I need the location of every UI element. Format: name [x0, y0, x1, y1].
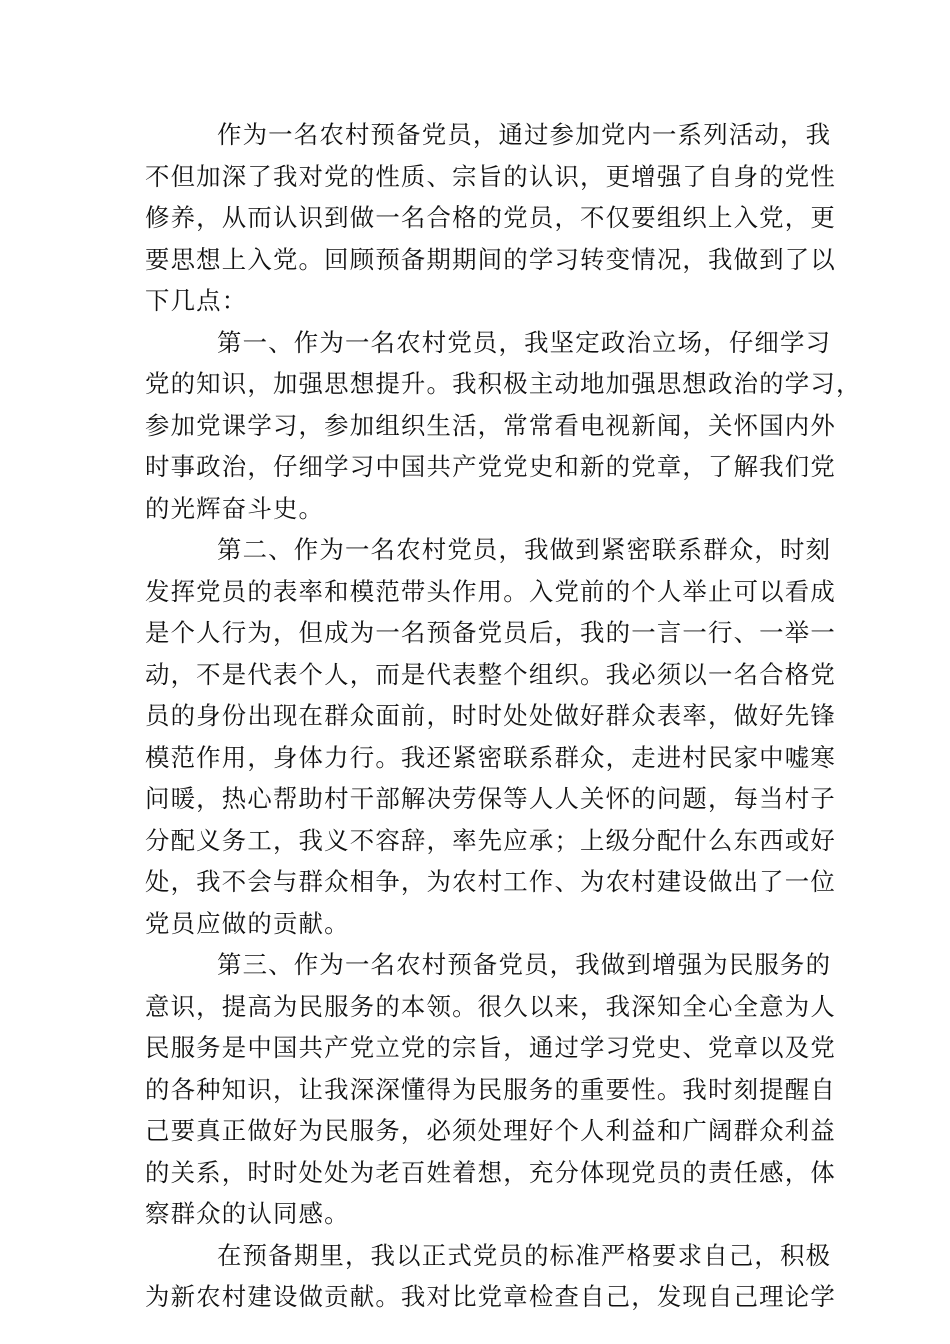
text-line: 的关系，时时处处为老百姓着想，充分体现党员的责任感，体: [145, 1157, 836, 1187]
text-line: 为新农村建设做贡献。我对比党章检查自己，发现自己理论学: [145, 1282, 836, 1311]
text-line: 下几点：: [145, 286, 248, 315]
text-line: 党员应做的贡献。: [145, 908, 350, 938]
paragraph-probation: [145, 1235, 836, 1318]
text-line: 不但加深了我对党的性质、宗旨的认识，更增强了自身的党性: [145, 161, 836, 191]
text-line: 模范作用，身体力行。我还紧密联系群众，走进村民家中嘘寒: [145, 742, 836, 772]
text-line: 要思想上入党。回顾预备期期间的学习转变情况，我做到了以: [145, 244, 836, 274]
text-line: 时事政治，仔细学习中国共产党党史和新的党章，了解我们党: [145, 452, 836, 481]
text-line: 第一、作为一名农村党员，我坚定政治立场，仔细学习: [217, 327, 832, 357]
text-line: 参加党课学习，参加组织生活，常常看电视新闻，关怀国内外: [145, 410, 836, 440]
text-line: 察群众的认同感。: [145, 1199, 350, 1228]
text-line: 员的身份出现在群众面前，时时处处做好群众表率，做好先锋: [145, 701, 836, 730]
text-line: 处，我不会与群众相争，为农村工作、为农村建设做出了一位: [145, 867, 836, 896]
text-line: 意识，提高为民服务的本领。很久以来，我深知全心全意为人: [145, 991, 836, 1021]
document-body: [145, 114, 862, 1318]
paragraph-second-point: [145, 529, 836, 944]
text-line: 的各种知识，让我深深懂得为民服务的重要性。我时刻提醒自: [145, 1074, 836, 1104]
text-line: 作为一名农村预备党员，通过参加党内一系列活动，我: [217, 120, 832, 149]
text-line: 党的知识，加强思想提升。我积极主动地加强思想政治的学习，: [145, 369, 862, 398]
text-line: 动，不是代表个人，而是代表整个组织。我必须以一名合格党: [145, 659, 836, 689]
text-line: 的光辉奋斗史。: [145, 493, 325, 523]
text-line: 发挥党员的表率和模范带头作用。入党前的个人举止可以看成: [145, 576, 836, 606]
text-line: 第三、作为一名农村预备党员，我做到增强为民服务的: [217, 950, 832, 979]
text-line: 问暖，热心帮助村干部解决劳保等人人关怀的问题，每当村子: [145, 784, 836, 813]
text-line: 民服务是中国共产党立党的宗旨，通过学习党史、党章以及党: [145, 1033, 836, 1062]
text-line: 是个人行为，但成为一名预备党员后，我的一言一行、一举一: [145, 618, 836, 647]
paragraph-intro: [145, 114, 836, 322]
text-line: 修养，从而认识到做一名合格的党员，不仅要组织上入党，更: [145, 203, 836, 232]
paragraph-first-point: [145, 322, 862, 530]
text-line: 在预备期里，我以正式党员的标准严格要求自己，积极: [217, 1240, 832, 1270]
text-line: 己要真正做好为民服务，必须处理好个人利益和广阔群众利益: [145, 1116, 836, 1145]
text-line: 第二、作为一名农村党员，我做到紧密联系群众，时刻: [217, 535, 832, 564]
paragraph-third-point: [145, 944, 836, 1235]
text-line: 分配义务工，我义不容辞，率先应承；上级分配什么东西或好: [145, 825, 836, 855]
